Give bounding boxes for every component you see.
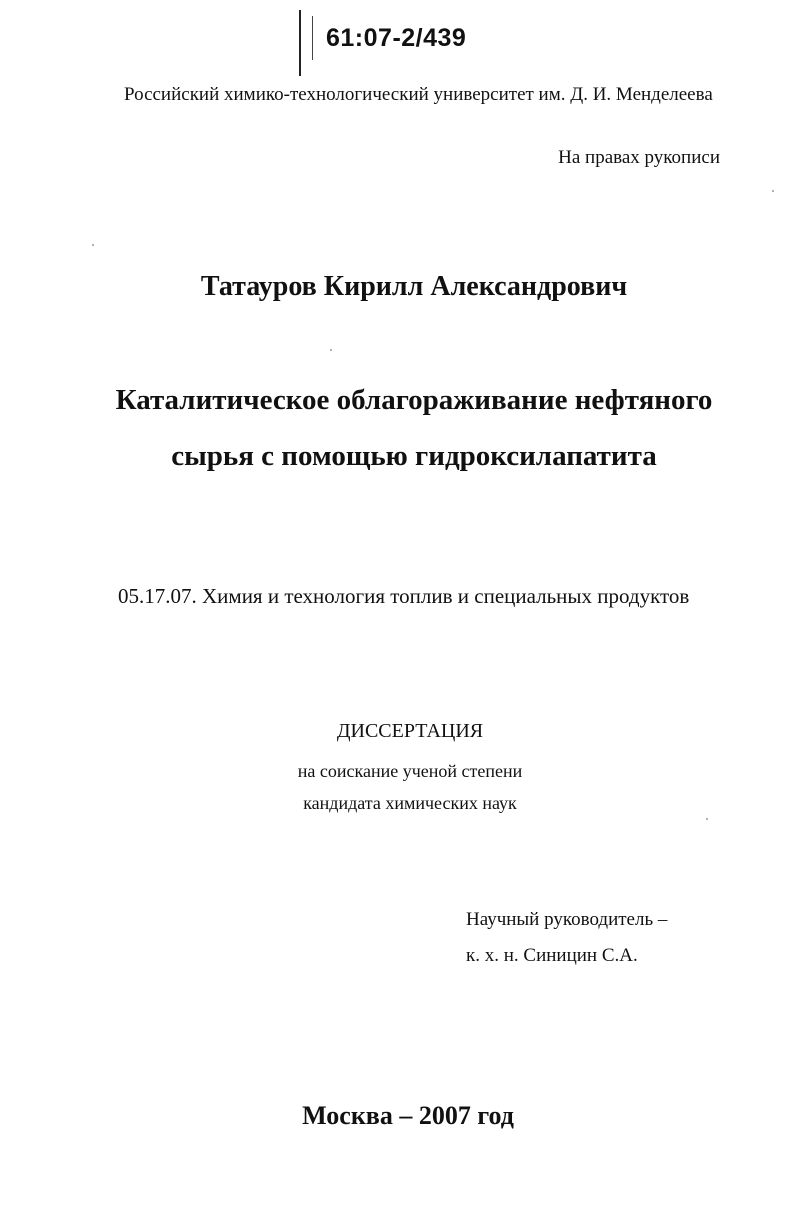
specialty-code: 05.17.07. Химия и технология топлив и специальных продуктов	[118, 584, 690, 608]
thesis-title-line-2: сырья с помощью гидроксилапатита	[171, 440, 657, 472]
stamp-border-line	[299, 10, 301, 76]
stamp-inner-line	[312, 16, 313, 60]
scan-speck	[706, 818, 708, 820]
manuscript-rights-note: На правах рукописи	[558, 147, 720, 168]
scan-speck	[772, 190, 774, 192]
city-year: Москва – 2007 год	[302, 1101, 514, 1130]
author-name: Татауров Кирилл Александрович	[200, 271, 628, 302]
thesis-title-line-1: Каталитическое облагораживание нефтяного	[115, 384, 713, 416]
university-name: Российский химико-технологический университет им. Д. И. Менделеева	[124, 84, 713, 105]
degree-line-2: кандидата химических наук	[303, 793, 517, 813]
dissertation-heading: ДИССЕРТАЦИЯ	[336, 720, 484, 742]
degree-line-1: на соискание ученой степени	[297, 761, 523, 781]
scan-speck	[330, 349, 332, 351]
library-stamp-code: 61:07-2/439	[326, 24, 467, 52]
adviser-role: Научный руководитель –	[466, 909, 668, 930]
adviser-name: к. х. н. Синицин С.А.	[466, 945, 638, 966]
scan-speck	[92, 244, 94, 246]
